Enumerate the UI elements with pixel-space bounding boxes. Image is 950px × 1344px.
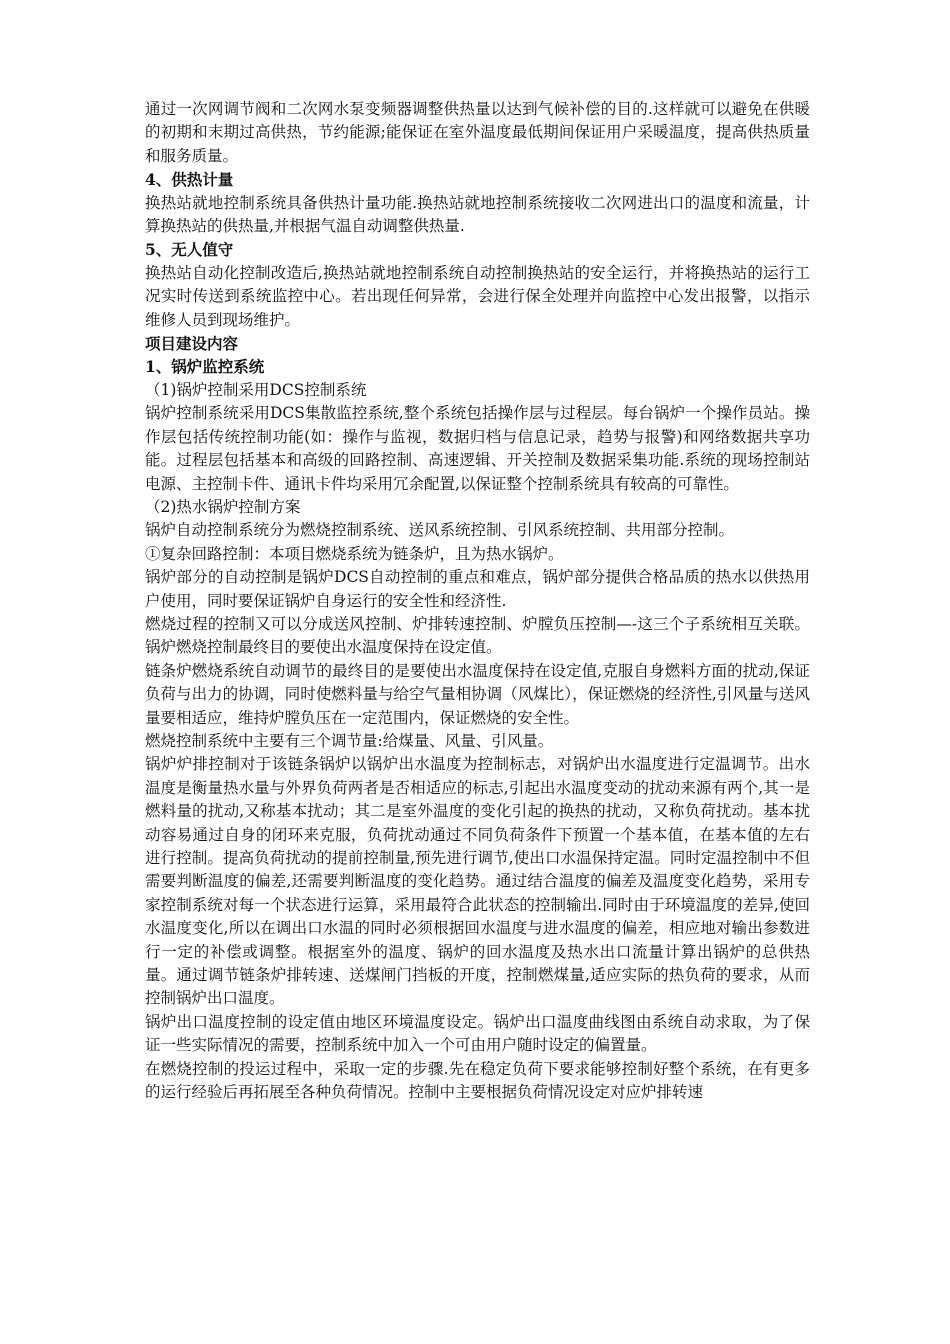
heading-unattended: 5、无人值守 xyxy=(145,240,234,260)
paragraph-unattended: 换热站自动化控制改造后,换热站就地控制系统自动控制换热站的安全运行，并将换热站的运行工况实时传送到系统监控中心。若出现任何异常，会进行保全处理并向监控中心发出报警，以指示维修人员到现场维护。 xyxy=(145,263,810,329)
heading-project-content: 项目建设内容 xyxy=(145,334,239,354)
paragraph-dcs-system: 锅炉控制系统采用DCS集散监控系统,整个系统包括操作层与过程层。每台锅炉一个操作员站。操作层包括传统控制功能(如：操作与监视，数据归档与信息记录，趋势与报警)和网络数据共享功能。过程层包括基本和高级的回路控制、高速逻辑、开关控制及数据采集功能.系统的现场控制站电源、主控制卡件、通讯卡件均采用冗余配置,以保证整个控制系统具有较高的可靠性。 xyxy=(145,404,810,493)
paragraph-control-subsystems: 锅炉自动控制系统分为燃烧控制系统、送风系统控制、引风系统控制、共用部分控制。 xyxy=(145,521,735,540)
paragraph-chain-grate-goal: 链条炉燃烧系统自动调节的最终目的是要使出水温度保持在设定值,克服自身燃料方面的扰动,保证负荷与出力的协调，同时使燃料量与给空气量相协调（风煤比），保证燃烧的经济性,引风量与送风量要相适应，维持炉膛负压在一定范围内，保证燃烧的安全性。 xyxy=(145,661,810,727)
paragraph-setpoint: 锅炉出口温度控制的设定值由地区环境温度设定。锅炉出口温度曲线图由系统自动求取，为了保证一些实际情况的需要，控制系统中加入一个可由用户随时设定的偏置量。 xyxy=(145,1012,810,1055)
paragraph-three-variables: 燃烧控制系统中主要有三个调节量:给煤量、风量、引风量。 xyxy=(145,731,554,750)
document-page xyxy=(145,98,810,1104)
paragraph-climate-compensation: 通过一次网调节阀和二次网水泵变频器调整供热量以达到气候补偿的目的.这样就可以避免在供暖的初期和末期过高供热，节约能源;能保证在室外温度最低期间保证用户采暖温度，提高供热质量和服务质量。 xyxy=(145,100,810,165)
heading-heat-metering: 4、供热计量 xyxy=(145,170,234,190)
paragraph-combustion-subsystems: 燃烧过程的控制又可以分成送风控制、炉排转速控制、炉膛负压控制—-这三个子系统相互关联。锅炉燃烧控制最终目的要使出水温度保持在设定值。 xyxy=(145,614,810,657)
paragraph-heat-metering: 换热站就地控制系统具备供热计量功能.换热站就地控制系统接收二次网进出口的温度和流量，计算换热站的供热量,并根据气温自动调整供热量. xyxy=(145,193,810,236)
paragraph-commissioning: 在燃烧控制的投运过程中，采取一定的步骤.先在稳定负荷下要求能够控制好整个系统，在有更多的运行经验后再拓展至各种负荷情况。控制中主要根据负荷情况设定对应炉排转速 xyxy=(145,1059,810,1102)
paragraph-complex-loop: ①复杂回路控制：本项目燃烧系统为链条炉，且为热水锅炉。 xyxy=(145,544,564,563)
paragraph-boiler-auto-control: 锅炉部分的自动控制是锅炉DCS自动控制的重点和难点，锅炉部分提供合格品质的热水以供热用户使用，同时要保证锅炉自身运行的安全性和经济性. xyxy=(145,568,810,610)
subheading-hot-water-boiler: （2)热水锅炉控制方案 xyxy=(145,497,301,516)
paragraph-grate-control: 锅炉炉排控制对于该链条锅炉以锅炉出水温度为控制标志，对锅炉出水温度进行定温调节。出水温度是衡量热水量与外界负荷两者是否相适应的标志,引起出水温度变动的扰动来源有两个,其一是燃料量的扰动,又称基本扰动；其二是室外温度的变化引起的换热的扰动，又称负荷扰动。基本扰动容易通过自身的闭环来克服，负荷扰动通过不同负荷条件下预置一个基本值，在基本值的左右进行控制。提高负荷扰动的提前控制量,预先进行调节,使出口水温保持定温。同时定温控制中不但需要判断温度的偏差,还需要判断温度的变化趋势。通过结合温度的偏差及温度变化趋势，采用专家控制系统对每一个状态进行运算，采用最符合此状态的控制输出.同时由于环境温度的差异,使回水温度变化,所以在调出口水温的同时必须根据回水温度与进水温度的偏差，相应地对输出参数进行一定的补偿或调整。根据室外的温度、锅炉的回水温度及热水出口流量计算出锅炉的总供热量。通过调节链条炉排转速、送煤闸门挡板的开度，控制燃煤量,适应实际的热负荷的要求，从而控制锅炉出口温度。 xyxy=(145,755,810,1008)
subheading-dcs-control: （1)锅炉控制采用DCS控制系统 xyxy=(145,380,367,399)
heading-boiler-monitoring: 1、锅炉监控系统 xyxy=(145,357,265,377)
